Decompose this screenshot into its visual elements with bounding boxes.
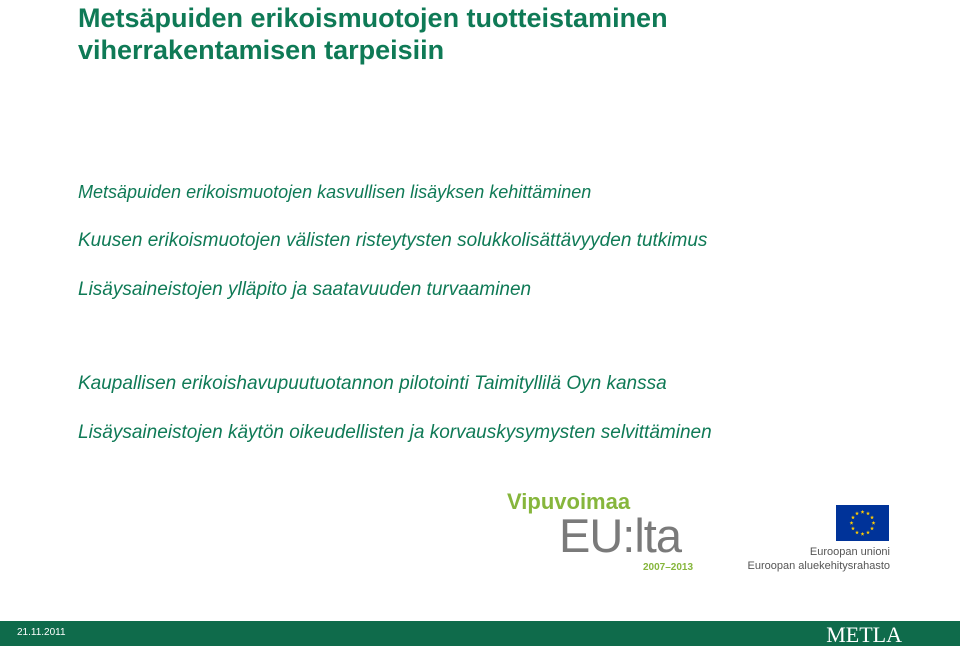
vipuvoimaa-logo-years: 2007–2013 — [643, 562, 694, 573]
eu-union-label: Euroopan unioni — [809, 546, 890, 558]
bullet-item-1: Metsäpuiden erikoismuotojen kasvullisen lisäyksen kehittäminen — [78, 182, 592, 202]
footer-bar — [0, 621, 960, 646]
vipuvoimaa-logo-heading: Vipuvoimaa — [507, 489, 631, 514]
bullet-item-2: Kuusen erikoismuotojen välisten risteytysten solukkolisättävyyden tutkimus — [78, 230, 708, 251]
eu-flag-icon — [836, 505, 889, 541]
vipuvoimaa-logo-main: EU:lta — [559, 509, 681, 562]
vipuvoimaa-eulta-logo — [507, 489, 707, 579]
metla-logo: METLA — [826, 622, 902, 647]
bullet-item-3: Lisäysaineistojen ylläpito ja saatavuuden turvaaminen — [78, 279, 532, 300]
slide-title — [78, 2, 938, 66]
footer-date: 21.11.2011 — [17, 627, 66, 638]
bullet-item-5: Lisäysaineistojen käytön oikeudellisten ja korvauskysymysten selvittäminen — [78, 422, 712, 443]
bullet-item-4: Kaupallisen erikoishavupuutuotannon pilotointi Taimityllilä Oyn kanssa — [78, 373, 667, 394]
slide-title-line-2: viherrakentamisen tarpeisiin — [78, 35, 445, 65]
slide-title-line-1: Metsäpuiden erikoismuotojen tuotteistaminen — [78, 3, 668, 33]
eu-fund-label: Euroopan aluekehitysrahasto — [747, 560, 890, 572]
